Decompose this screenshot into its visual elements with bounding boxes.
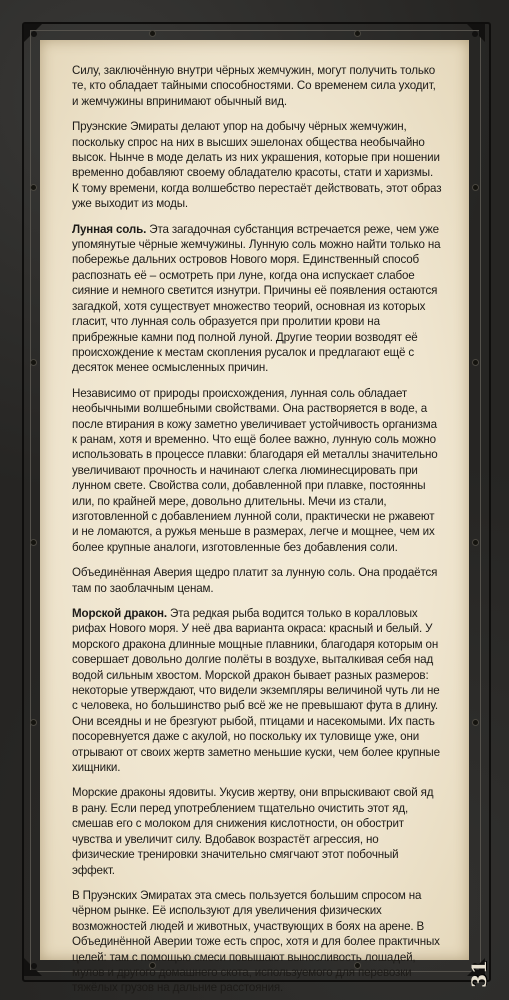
paragraph: [72, 785, 442, 877]
page-number: 31: [467, 960, 492, 988]
rivet-icon: [31, 360, 36, 365]
corner-ornament-icon: [22, 22, 56, 56]
rivet-icon: [31, 720, 36, 725]
paragraph-text: Эта редкая рыба водится только в коралловых рифах Нового моря. У неё два варианта окраса: красный и белый. У морского дракона длинные мощные плавники, благодаря которым он совершает довольно долгие полёты в воздухе, выталкивая себя над водой сильным хвостом. Морской дракон бывает разных размеров: некоторые утверждают, что видели экземпляры величиной чуть ли не с человека, но большинство рыб всё же не превышают фута в длину. Они всеядны и не брезгуют рыбой, птицами и насекомыми. Их пасть посоревнуется даже с акулой, но поскольку их туловище уже, они отрывают от своих жертв заметно меньшие куски, чем более крупные хищники.: [72, 607, 440, 775]
rivet-icon: [31, 540, 36, 545]
rivet-icon: [473, 540, 478, 545]
paragraph-text: Силу, заключённую внутри чёрных жемчужин, могут получить только те, кто обладает тайными способностями. Со временем сила уходит, и жемчужины впринимают обычный вид.: [72, 64, 436, 108]
paragraph-lead: Лунная соль.: [72, 222, 147, 236]
paragraph: [72, 222, 442, 376]
paragraph: [72, 565, 442, 596]
paragraph-text: Пруэнские Эмираты делают упор на добычу чёрных жемчужин, поскольку спрос на них в высших эшелонах общества необычайно высок. Нынче в моде делать из них украшения, которые при ношении временно добавляют своему обладателю красоты, стати и харизмы. К тому времени, когда волшебство перестаёт действовать, этот образ уже выходит из моды.: [72, 120, 442, 211]
paragraph-text: Независимо от природы происхождения, лунная соль обладает необычными волшебными свойствами. Она растворяется в воде, а после втирания в кожу заметно увеличивает устойчивость организма к ранам, хотя и временно. Что ещё более важно, лунную соль можно использовать в процессе плавки: благодаря ей металлы значительно увеличивают прочность и начинают слегка люминесцировать при лунном свете. Свойства соли, добавленной при плавке, постоянны или, по крайней мере, довольно длительны. Мечи из стали, изготовленной с добавлением лунной соли, практически не ржавеют и не ломаются, а ружья меньше в размерах, легче и мощнее, чем их более крупные аналоги, изготовленные без добавления соли.: [72, 386, 438, 554]
paragraph-text: Объединённая Аверия щедро платит за лунную соль. Она продаётся там по заоблачным ценам.: [72, 566, 438, 595]
paragraph: [72, 888, 442, 996]
rivet-icon: [150, 31, 155, 36]
paragraph: [72, 386, 442, 555]
corner-ornament-icon: [453, 22, 487, 56]
rivet-icon: [473, 720, 478, 725]
rivet-icon: [355, 31, 360, 36]
paragraph-text: В Пруэнских Эмиратах эта смесь пользуется большим спросом на чёрном рынке. Её используют для увеличения физических возможностей людей и животных, участвующих в боях на арене. В Объединённой Аверии тоже есть спрос, хотя и для более практичных целей: там с помощью смеси повышают выносливость лошадей, мулов и другого домашнего скота, используемого для перевозки тяжёлых грузов на дальние расстояния.: [72, 888, 440, 995]
article-body: [72, 63, 442, 1000]
paragraph-text: Эта загадочная субстанция встречается реже, чем уже упомянутые чёрные жемчужины. Лунную соль можно найти только на побережье дальних островов Нового моря. Единственный способ распознать её – осмотреть при луне, когда она испускает слабое сияние и немного светится изнутри. Причины её появления остаются загадкой, хотя существует множество теорий, основная из которых гласит, что лунная соль образуется при пролитии крови на прибрежные камни под полной луной. Другие теории возводят её происхождение к местам скопления русалок и предлагают ещё с десяток менее осмысленных причин.: [72, 222, 441, 375]
paragraph: [72, 119, 442, 211]
paragraph-text: Морские драконы ядовиты. Укусив жертву, они впрыскивают свой яд в рану. Если перед употреблением тщательно очистить этот яд, смешав его с молоком для снижения кислотности, он обострит чувства и увеличит силу. Вдобавок возрастёт агрессия, но физические тренировки значительно смягчают этот побочный эффект.: [72, 786, 434, 877]
rivet-icon: [31, 185, 36, 190]
paragraph-lead: Морской дракон.: [72, 607, 167, 620]
rivet-icon: [473, 360, 478, 365]
paragraph: [72, 606, 442, 775]
rivet-icon: [473, 185, 478, 190]
corner-ornament-icon: [22, 944, 56, 978]
paragraph: [72, 63, 442, 109]
